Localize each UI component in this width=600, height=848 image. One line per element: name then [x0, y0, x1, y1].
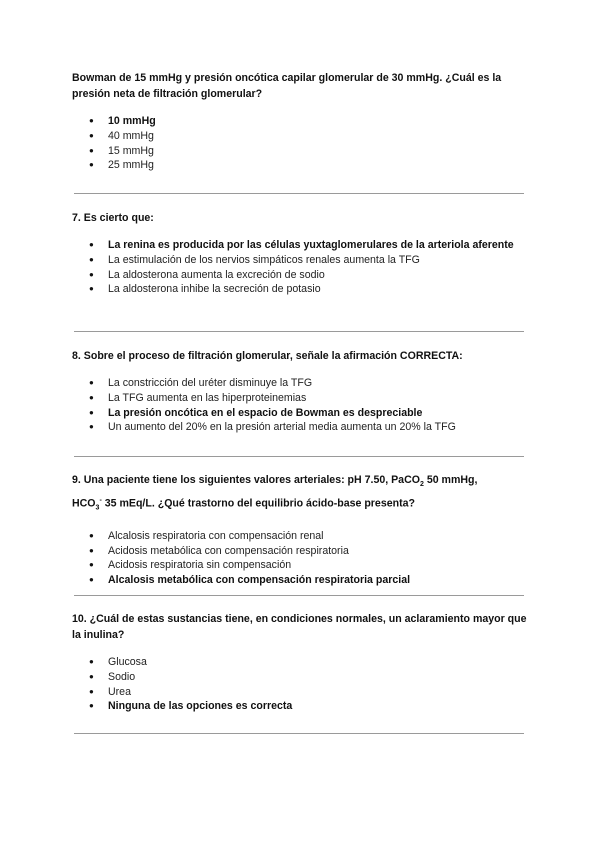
question-text-part: 9. Una paciente tiene los siguientes valores arteriales: pH 7.50, PaCO	[72, 474, 420, 486]
option: ● Urea	[72, 685, 528, 700]
question-text	[72, 472, 528, 517]
option: ● 15 mmHg	[72, 144, 528, 159]
option: ● Un aumento del 20% en la presión arterial media aumenta un 20% la TFG	[72, 420, 528, 435]
question-text-part: 50 mmHg,	[423, 474, 478, 486]
question-9	[72, 472, 528, 588]
subscript: 2	[419, 481, 424, 489]
option: ● Sodio	[72, 670, 528, 685]
option-correct: ● Ninguna de las opciones es correcta	[72, 699, 528, 714]
divider	[74, 331, 524, 332]
option-correct: ● Alcalosis metabólica con compensación respiratoria parcial	[72, 573, 528, 588]
question-6	[72, 70, 528, 173]
option-list	[72, 655, 528, 714]
option-list	[72, 114, 528, 173]
divider	[74, 193, 524, 194]
question-text-part: 35 mEq/L. ¿Qué trastorno del equilibrio ácido-base presenta?	[101, 497, 415, 510]
divider	[74, 595, 524, 596]
question-text: 7. Es cierto que:	[72, 212, 154, 224]
option: ● 40 mmHg	[72, 129, 528, 144]
option: ● La constricción del uréter disminuye la TFG	[72, 376, 528, 391]
question-text: 8. Sobre el proceso de filtración glomerular, señale la afirmación CORRECTA:	[72, 350, 463, 362]
option: ● Acidosis respiratoria sin compensación	[72, 558, 528, 573]
question-10	[72, 611, 528, 714]
option-correct: ● 10 mmHg	[72, 114, 528, 129]
option: ● 25 mmHg	[72, 158, 528, 173]
option: ● La TFG aumenta en las hiperproteinemias	[72, 391, 528, 406]
question-text-part: HCO	[72, 497, 96, 510]
option: ● La aldosterona aumenta la excreción de sodio	[72, 268, 528, 283]
divider	[74, 733, 524, 734]
option-list	[72, 529, 528, 588]
option: ● Glucosa	[72, 655, 528, 670]
question-8	[72, 348, 528, 435]
option: ● Alcalosis respiratoria con compensación renal	[72, 529, 528, 544]
option: ● Acidosis metabólica con compensación respiratoria	[72, 544, 528, 559]
question-7	[72, 210, 528, 297]
option-list	[72, 376, 528, 435]
divider	[74, 456, 524, 457]
question-text: 10. ¿Cuál de estas sustancias tiene, en condiciones normales, un aclaramiento mayor que la inulina?	[72, 613, 527, 641]
option: ● La aldosterona inhibe la secreción de potasio	[72, 282, 528, 297]
subscript: 3	[95, 504, 100, 512]
option-correct: ● La renina es producida por las células yuxtaglomerulares de la arteriola aferente	[72, 238, 528, 253]
option-correct: ● La presión oncótica en el espacio de Bowman es despreciable	[72, 406, 528, 421]
superscript: -	[99, 497, 102, 505]
option: ● La estimulación de los nervios simpáticos renales aumenta la TFG	[72, 253, 528, 268]
question-text: Bowman de 15 mmHg y presión oncótica capilar glomerular de 30 mmHg. ¿Cuál es la presión neta de filtración glomerular?	[72, 72, 502, 100]
option-list	[72, 238, 528, 297]
